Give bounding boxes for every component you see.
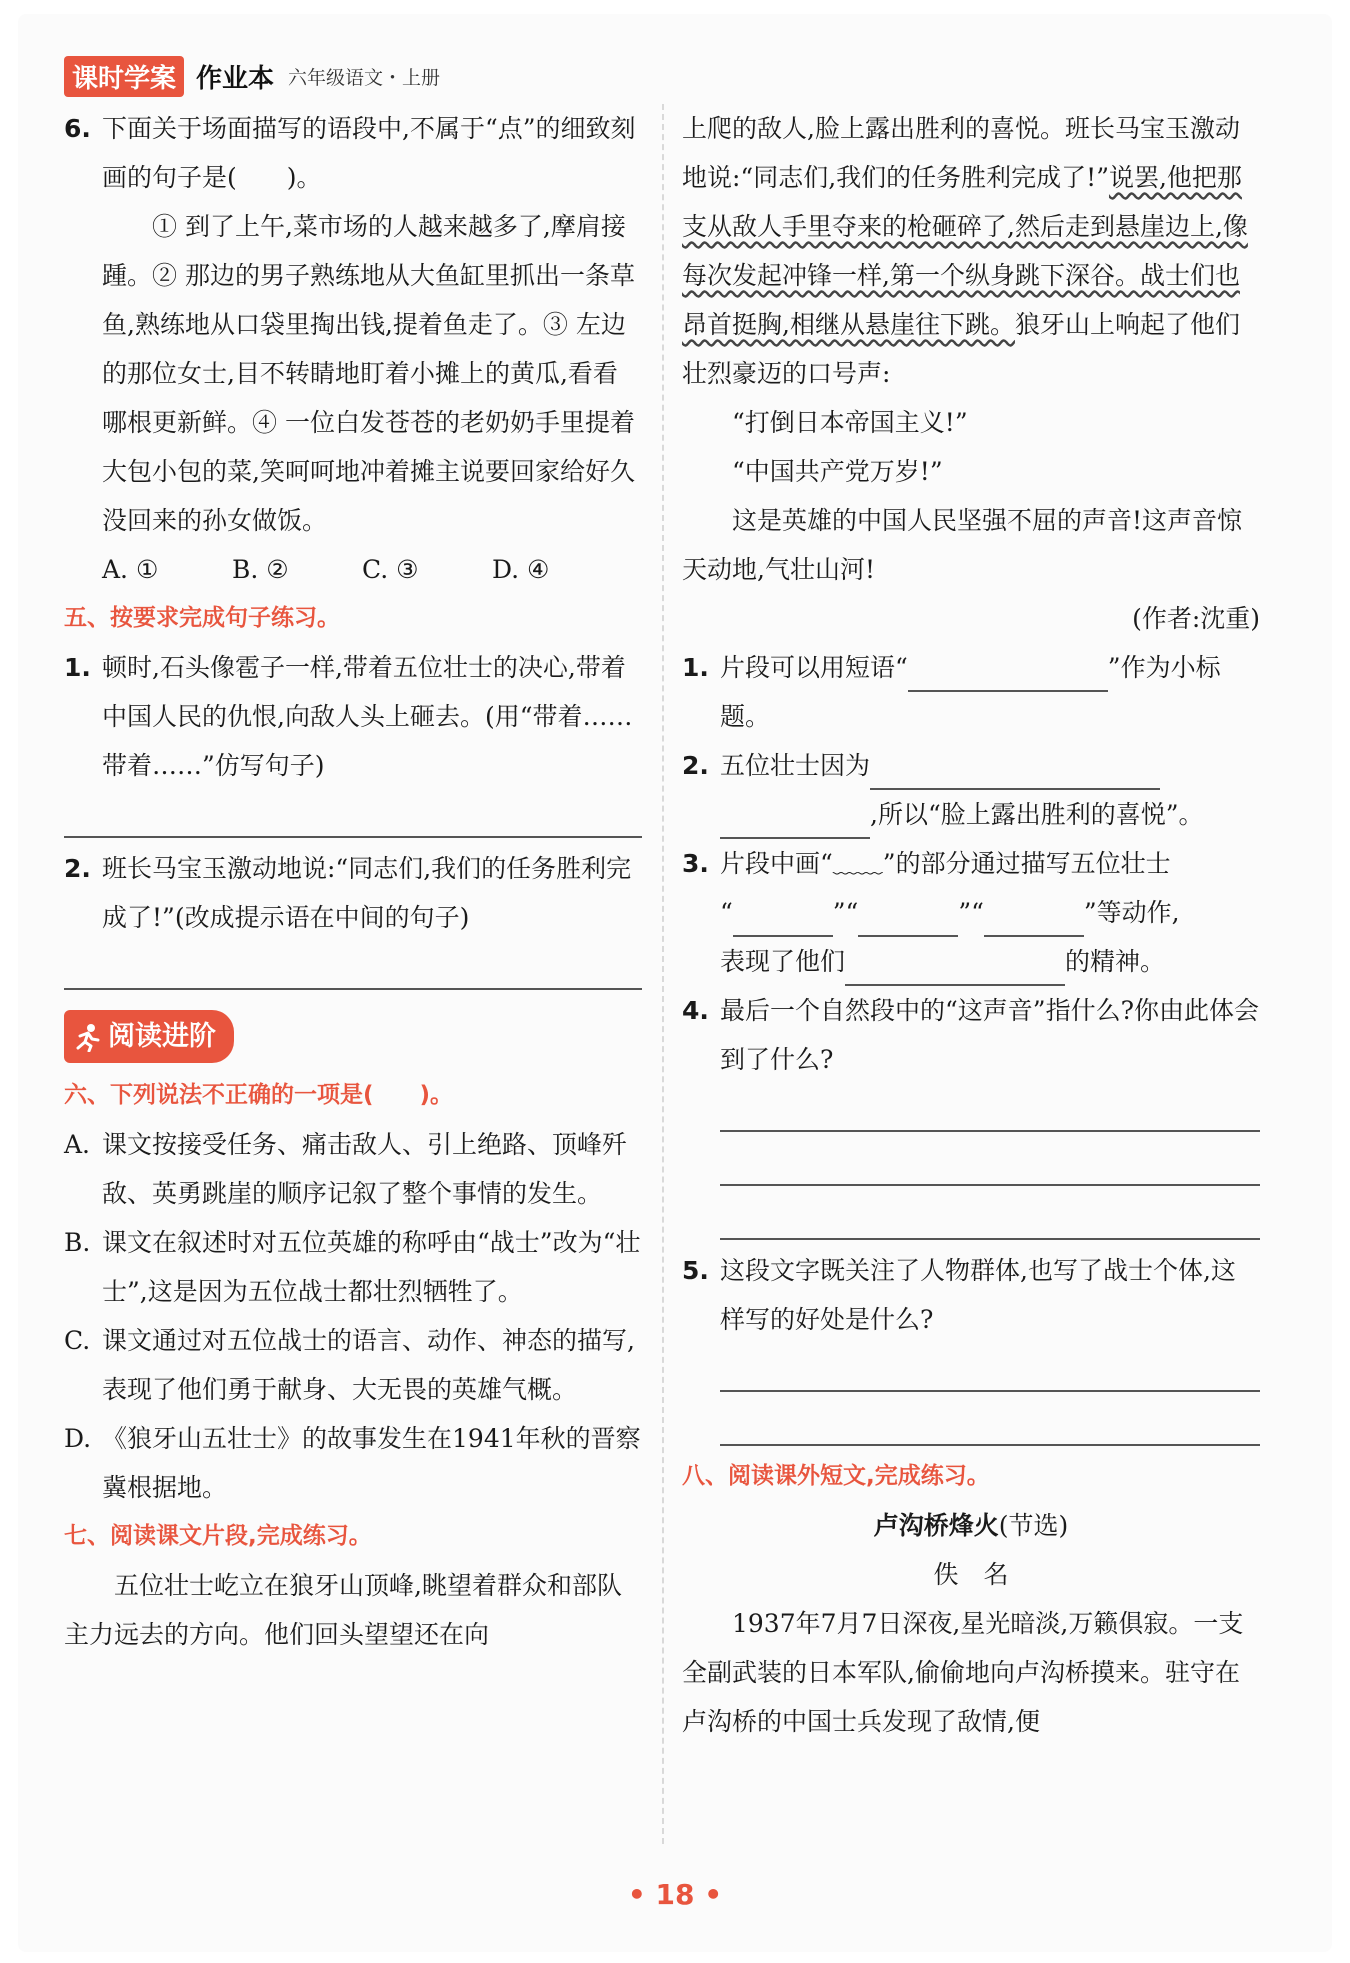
question-text: ,所以“脸上露出胜利的喜悦”。: [870, 800, 1204, 829]
question-number: 1.: [64, 653, 91, 682]
reading-question-3: [682, 839, 1260, 986]
page-header: [64, 56, 440, 96]
option-d[interactable]: D. ④: [492, 555, 550, 584]
quote-mark: ”“: [958, 898, 984, 927]
reading-question-1: [682, 643, 1260, 741]
author-credit: (作者:沈重): [1132, 604, 1260, 633]
question-text: 的精神。: [1065, 947, 1166, 976]
question-number: 3.: [682, 849, 709, 878]
fill-blank[interactable]: [870, 758, 1160, 790]
quote-mark: ”“: [832, 898, 859, 927]
question-text: 班长马宝玉激动地说:“同志们,我们的任务胜利完成了!”(改成提示语在中间的句子): [102, 854, 632, 932]
article-paragraph: 1937年7月7日深夜,星光暗淡,万籁俱寂。一支全副武装的日本军队,偷偷地向卢沟桥摸来。驻守在卢沟桥的中国士兵发现了敌情,便: [682, 1609, 1244, 1736]
statement-b[interactable]: [64, 1218, 642, 1316]
reading-question-2: [682, 741, 1260, 839]
answer-line[interactable]: [720, 1344, 1260, 1392]
option-b[interactable]: B. ②: [232, 555, 289, 584]
brand-label: 课时学案: [64, 56, 184, 97]
question-passage: ① 到了上午,菜市场的人越来越多了,摩肩接踵。② 那边的男子熟练地从大鱼缸里抓出一条草鱼,熟练地从口袋里掏出钱,提着鱼走了。③ 左边的那位女士,目不转睛地盯着小摊上的黄瓜,看看哪根更新鲜。④ 一位白发苍苍的老奶奶手里提着大包小包的菜,笑呵呵地冲着摊主说要回家给好久没回来的孙女做饭。: [102, 212, 635, 535]
answer-line[interactable]: [720, 1138, 1260, 1186]
question-number: 1.: [682, 653, 709, 682]
passage-paragraph: 这是英雄的中国人民坚强不屈的声音!这声音惊天动地,气壮山河!: [682, 506, 1243, 584]
fill-blank[interactable]: [858, 905, 958, 937]
question-number: 5.: [682, 1256, 709, 1285]
answer-line[interactable]: [720, 1398, 1260, 1446]
question-text: 片段中画“: [720, 849, 833, 878]
reading-advance-badge: [64, 1010, 234, 1063]
reading-question-4: [682, 986, 1260, 1246]
answer-line[interactable]: [720, 1192, 1260, 1240]
question-number: 6.: [64, 114, 91, 143]
grade-label: 六年级语文・上册: [288, 66, 441, 89]
passage-paragraph: 五位壮士屹立在狼牙山顶峰,眺望着群众和部队主力远去的方向。他们回头望望还在向: [64, 1571, 622, 1649]
section-5-heading: 五、按要求完成句子练习。: [64, 605, 340, 631]
question-text: 表现了他们: [720, 947, 846, 976]
section-8-heading: 八、阅读课外短文,完成练习。: [682, 1463, 990, 1489]
fill-blank[interactable]: [984, 905, 1084, 937]
reading-question-5: [682, 1246, 1260, 1452]
page-number: • 18 •: [627, 1878, 723, 1911]
option-letter: B.: [64, 1228, 91, 1257]
column-divider: [662, 104, 664, 1844]
statement-d[interactable]: [64, 1414, 642, 1512]
question-stem: 下面关于场面描写的语段中,不属于“点”的细致刻画的句子是( )。: [102, 114, 636, 192]
article-title: [682, 1501, 1260, 1550]
answer-line[interactable]: [64, 942, 642, 990]
passage-text: 上爬的敌人,脸上露出胜利的喜悦。班长马宝玉激动地说:“同志们,我们的任务胜利完成了!”: [682, 114, 1240, 192]
section-6-heading: 六、下列说法不正确的一项是( )。: [64, 1082, 454, 1108]
question-number: 2.: [682, 751, 709, 780]
fill-blank[interactable]: [908, 660, 1108, 692]
article-title-text: 卢沟桥烽火: [873, 1511, 999, 1540]
fill-blank[interactable]: [720, 807, 870, 839]
running-person-icon: [72, 1022, 102, 1052]
fill-blank[interactable]: [845, 954, 1065, 986]
passage-text: 狼牙山上响起了他们壮烈豪迈的口号声:: [682, 310, 1240, 388]
answer-options: [64, 545, 642, 594]
question-number: 2.: [64, 854, 91, 883]
question-text: 这段文字既关注了人物群体,也写了战士个体,这样写的好处是什么?: [720, 1256, 1236, 1334]
wavy-underlined-text: 说罢,他把那支从敌人手里夺来的枪砸碎了,然后走到悬崖边上,像每次发起冲锋一样,第一个纵身跳下深谷。战士们也昂首挺胸,相继从悬崖往下跳。: [682, 163, 1248, 339]
question-6: [64, 104, 642, 545]
option-letter: A.: [64, 1130, 91, 1159]
option-c[interactable]: C. ③: [362, 555, 419, 584]
answer-line[interactable]: [64, 790, 642, 838]
section-7-heading: 七、阅读课文片段,完成练习。: [64, 1523, 372, 1549]
section5-question-1: [64, 643, 642, 790]
option-text: 《狼牙山五壮士》的故事发生在1941年秋的晋察冀根据地。: [102, 1424, 641, 1502]
question-text: 顿时,石头像雹子一样,带着五位壮士的决心,带着中国人民的仇恨,向敌人头上砸去。(用“带着……带着……”仿写句子): [102, 653, 633, 780]
option-letter: C.: [64, 1326, 91, 1355]
question-text: ”的部分通过描写五位壮士: [882, 849, 1171, 878]
option-a[interactable]: A. ①: [102, 555, 159, 584]
question-text: 最后一个自然段中的“这声音”指什么?你由此体会到了什么?: [720, 996, 1259, 1074]
slogan-1: “打倒日本帝国主义!”: [732, 408, 968, 437]
left-column: [64, 104, 642, 1659]
badge-label: 阅读进阶: [108, 1021, 216, 1052]
quote-mark: “: [720, 898, 733, 927]
wavy-mark: ﹏﹏: [832, 849, 883, 878]
option-text: 课文通过对五位战士的语言、动作、神态的描写,表现了他们勇于献身、大无畏的英雄气概。: [102, 1326, 635, 1404]
question-text: 五位壮士因为: [720, 751, 871, 780]
statement-c[interactable]: [64, 1316, 642, 1414]
section5-question-2: [64, 844, 642, 942]
answer-line[interactable]: [720, 1084, 1260, 1132]
option-letter: D.: [64, 1424, 92, 1453]
question-number: 4.: [682, 996, 709, 1025]
fill-blank[interactable]: [733, 905, 833, 937]
article-title-note: (节选): [998, 1511, 1069, 1540]
book-title: 作业本: [196, 63, 275, 94]
statement-a[interactable]: [64, 1120, 642, 1218]
question-text: 片段可以用短语“: [720, 653, 908, 682]
question-text: ”等动作,: [1083, 898, 1180, 927]
article-byline: 佚 名: [933, 1560, 1009, 1589]
slogan-2: “中国共产党万岁!”: [732, 457, 943, 486]
passage-continued: [682, 104, 1260, 398]
option-text: 课文在叙述时对五位英雄的称呼由“战士”改为“壮士”,这是因为五位战士都壮烈牺牲了。: [102, 1228, 641, 1306]
question-text: ”作为小标题。: [720, 653, 1221, 731]
option-text: 课文按接受任务、痛击敌人、引上绝路、顶峰歼敌、英勇跳崖的顺序记叙了整个事情的发生。: [102, 1130, 628, 1208]
right-column: [682, 104, 1260, 1746]
